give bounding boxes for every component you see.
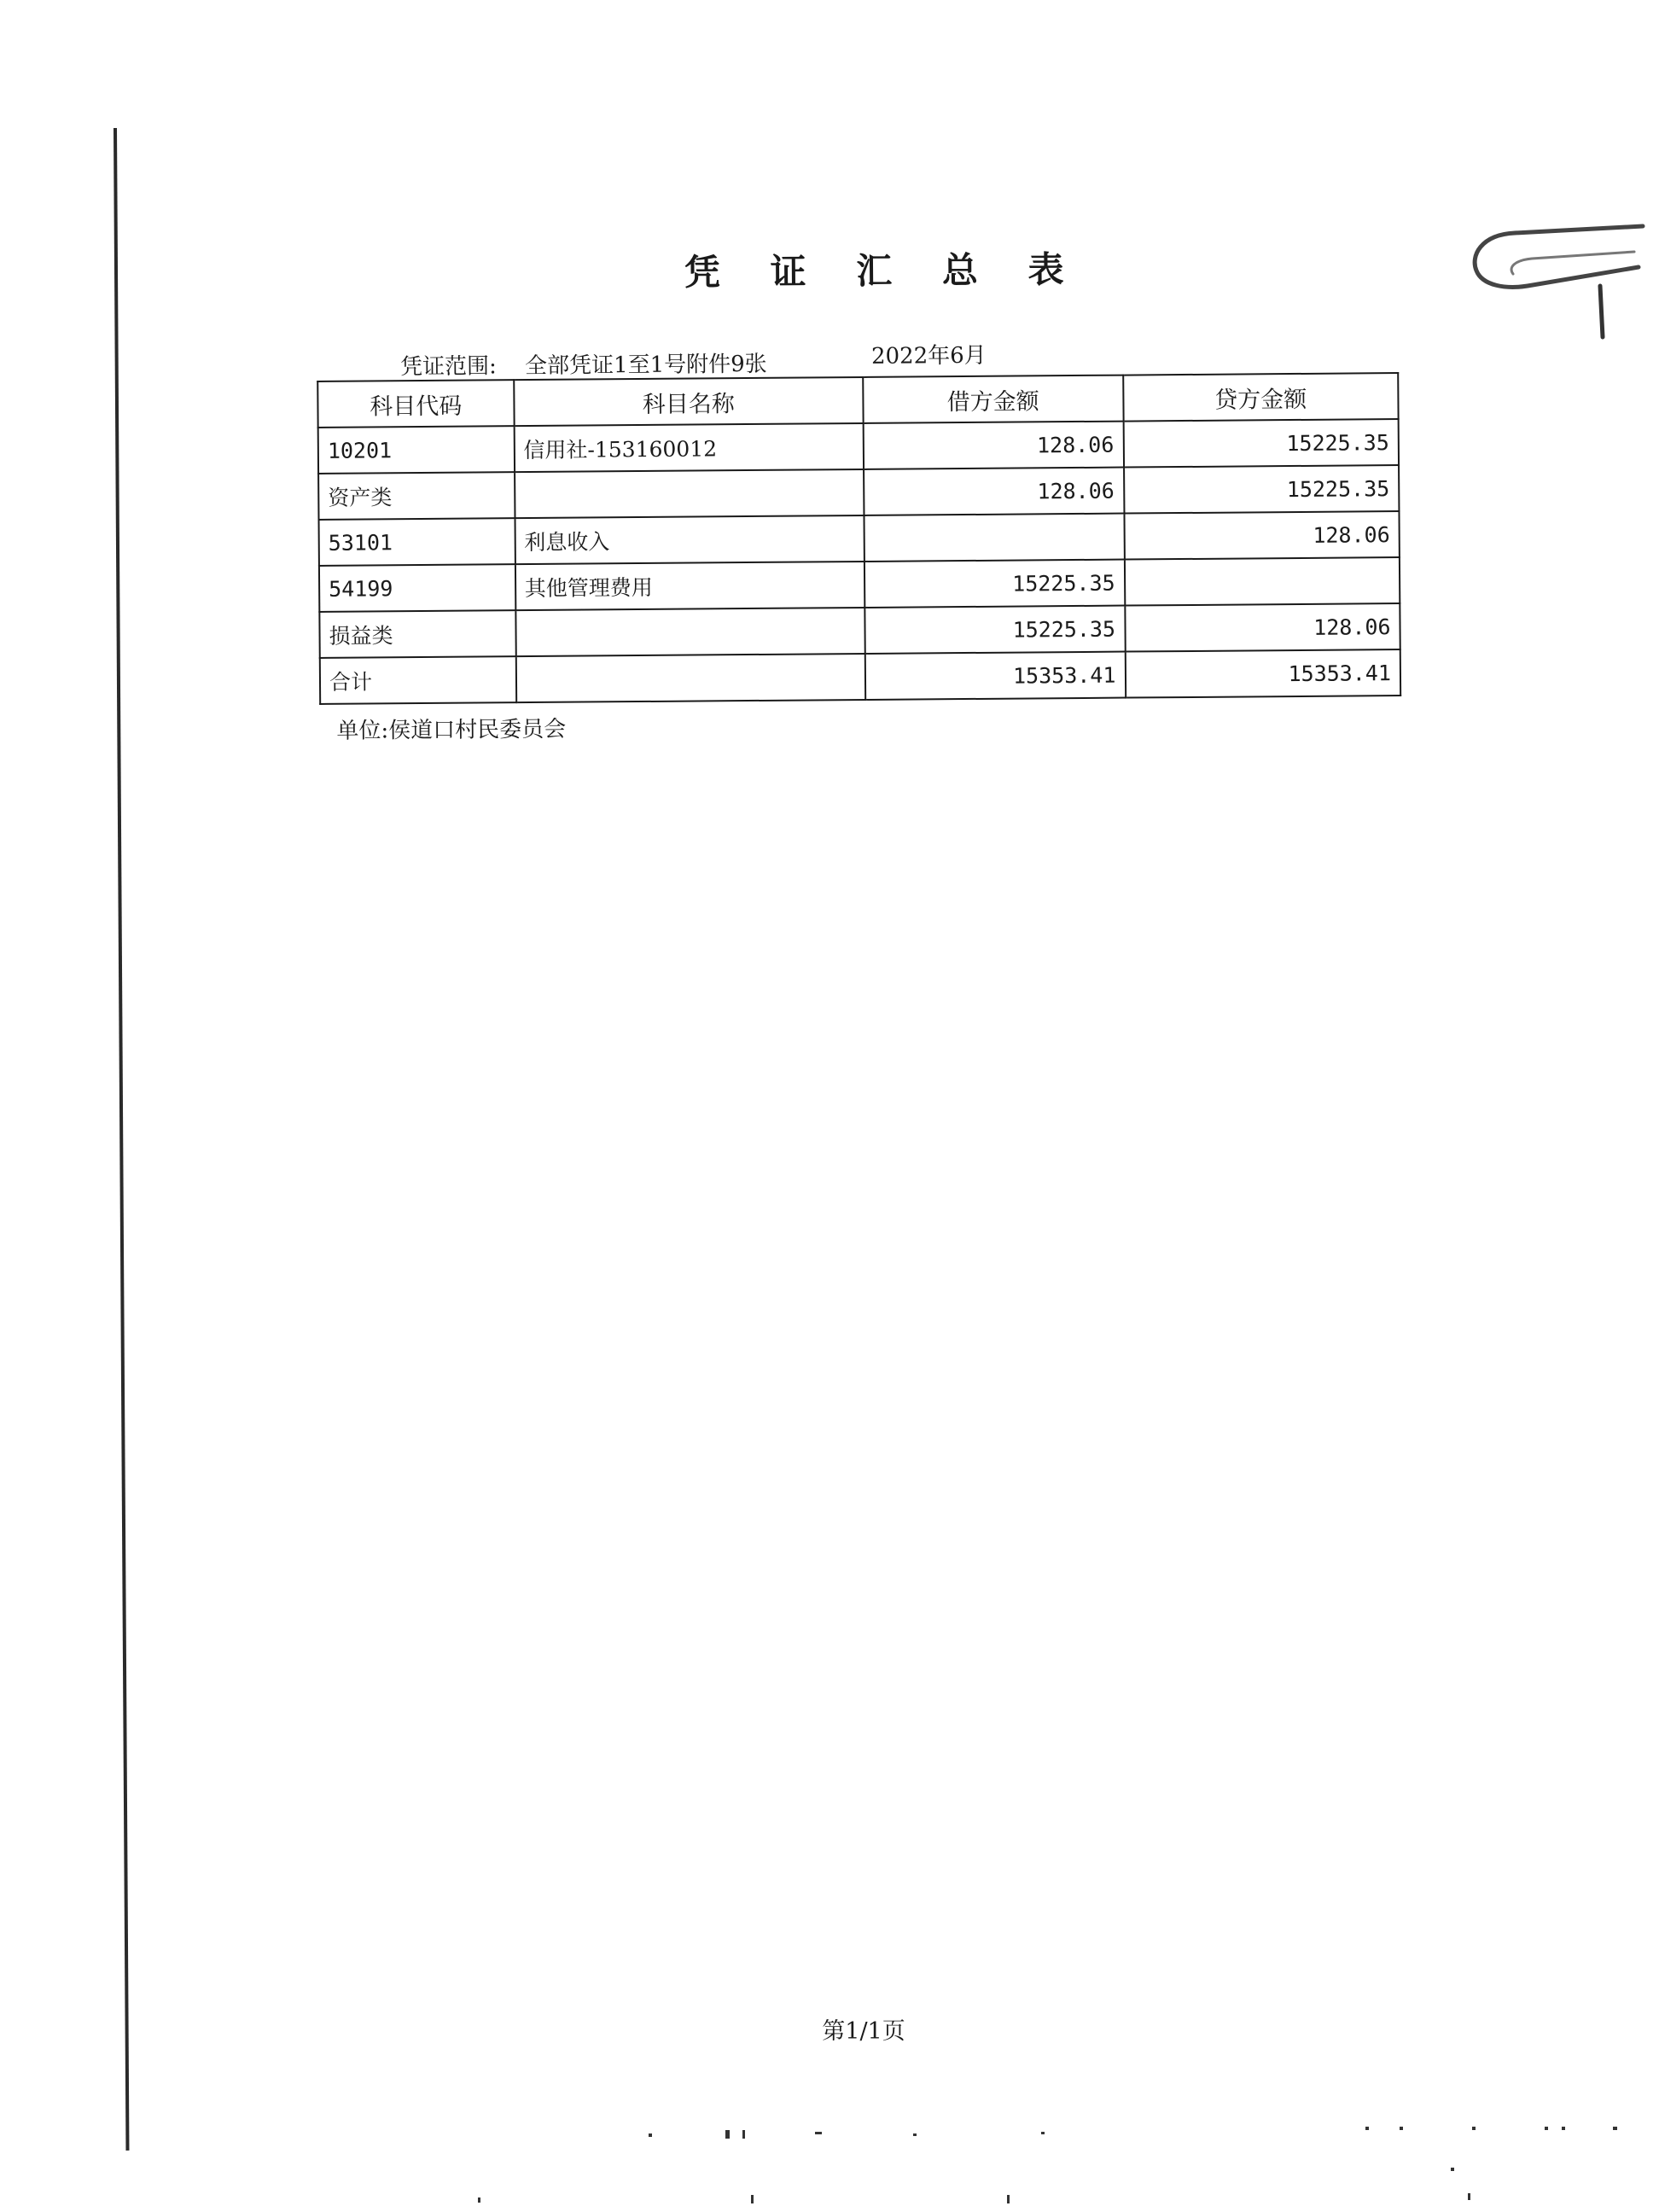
account-code: 损益类 (319, 610, 515, 658)
credit-amount: 128.06 (1124, 511, 1400, 560)
header-account-name: 科目名称 (514, 377, 864, 426)
debit-amount: 15353.41 (865, 652, 1126, 700)
table-row (318, 419, 1399, 474)
header-credit-amount: 贷方金额 (1123, 373, 1399, 422)
account-code: 10201 (318, 426, 515, 474)
debit-amount: 15225.35 (864, 560, 1125, 608)
credit-amount: 128.06 (1125, 603, 1400, 652)
table-row (318, 465, 1399, 520)
scan-left-edge (114, 128, 129, 2151)
credit-amount: 15225.35 (1124, 465, 1400, 514)
credit-amount: 15353.41 (1125, 649, 1400, 698)
debit-amount: 15225.35 (864, 606, 1125, 654)
account-name: 利息收入 (515, 515, 864, 564)
debit-amount: 128.06 (864, 422, 1124, 469)
document-title: 凭 证 汇 总 表 (684, 247, 1083, 294)
period: 2022年6月 (870, 342, 987, 370)
debit-amount: 128.06 (864, 468, 1124, 515)
account-name (515, 469, 864, 518)
account-name (515, 608, 865, 656)
credit-amount: 15225.35 (1123, 419, 1399, 468)
account-code: 合计 (320, 656, 516, 704)
account-code: 资产类 (318, 472, 515, 520)
account-name (515, 654, 865, 702)
account-code: 54199 (319, 564, 515, 612)
debit-amount (864, 514, 1124, 562)
account-name: 信用社-153160012 (514, 423, 864, 472)
range-value: 全部凭证1至1号附件9张 (524, 351, 767, 380)
table-row (319, 557, 1400, 612)
account-name: 其他管理费用 (515, 562, 865, 610)
unit-line: 单位:侯道口村民委员会 (336, 716, 567, 744)
voucher-summary-table (317, 372, 1401, 705)
credit-amount (1124, 557, 1400, 606)
header-debit-amount: 借方金额 (863, 375, 1123, 423)
range-label: 凭证范围: (399, 353, 497, 381)
table-header-row (317, 373, 1398, 428)
table-row (319, 603, 1400, 658)
page-number: 第1/1页 (822, 2018, 905, 2045)
voucher-summary-sheet (316, 239, 1404, 745)
scan-noise (0, 2116, 1659, 2212)
account-code: 53101 (319, 518, 515, 566)
header-account-code: 科目代码 (317, 380, 514, 428)
table-row (319, 511, 1400, 566)
paper-clip-icon (1447, 218, 1651, 354)
table-total-row (320, 649, 1400, 704)
